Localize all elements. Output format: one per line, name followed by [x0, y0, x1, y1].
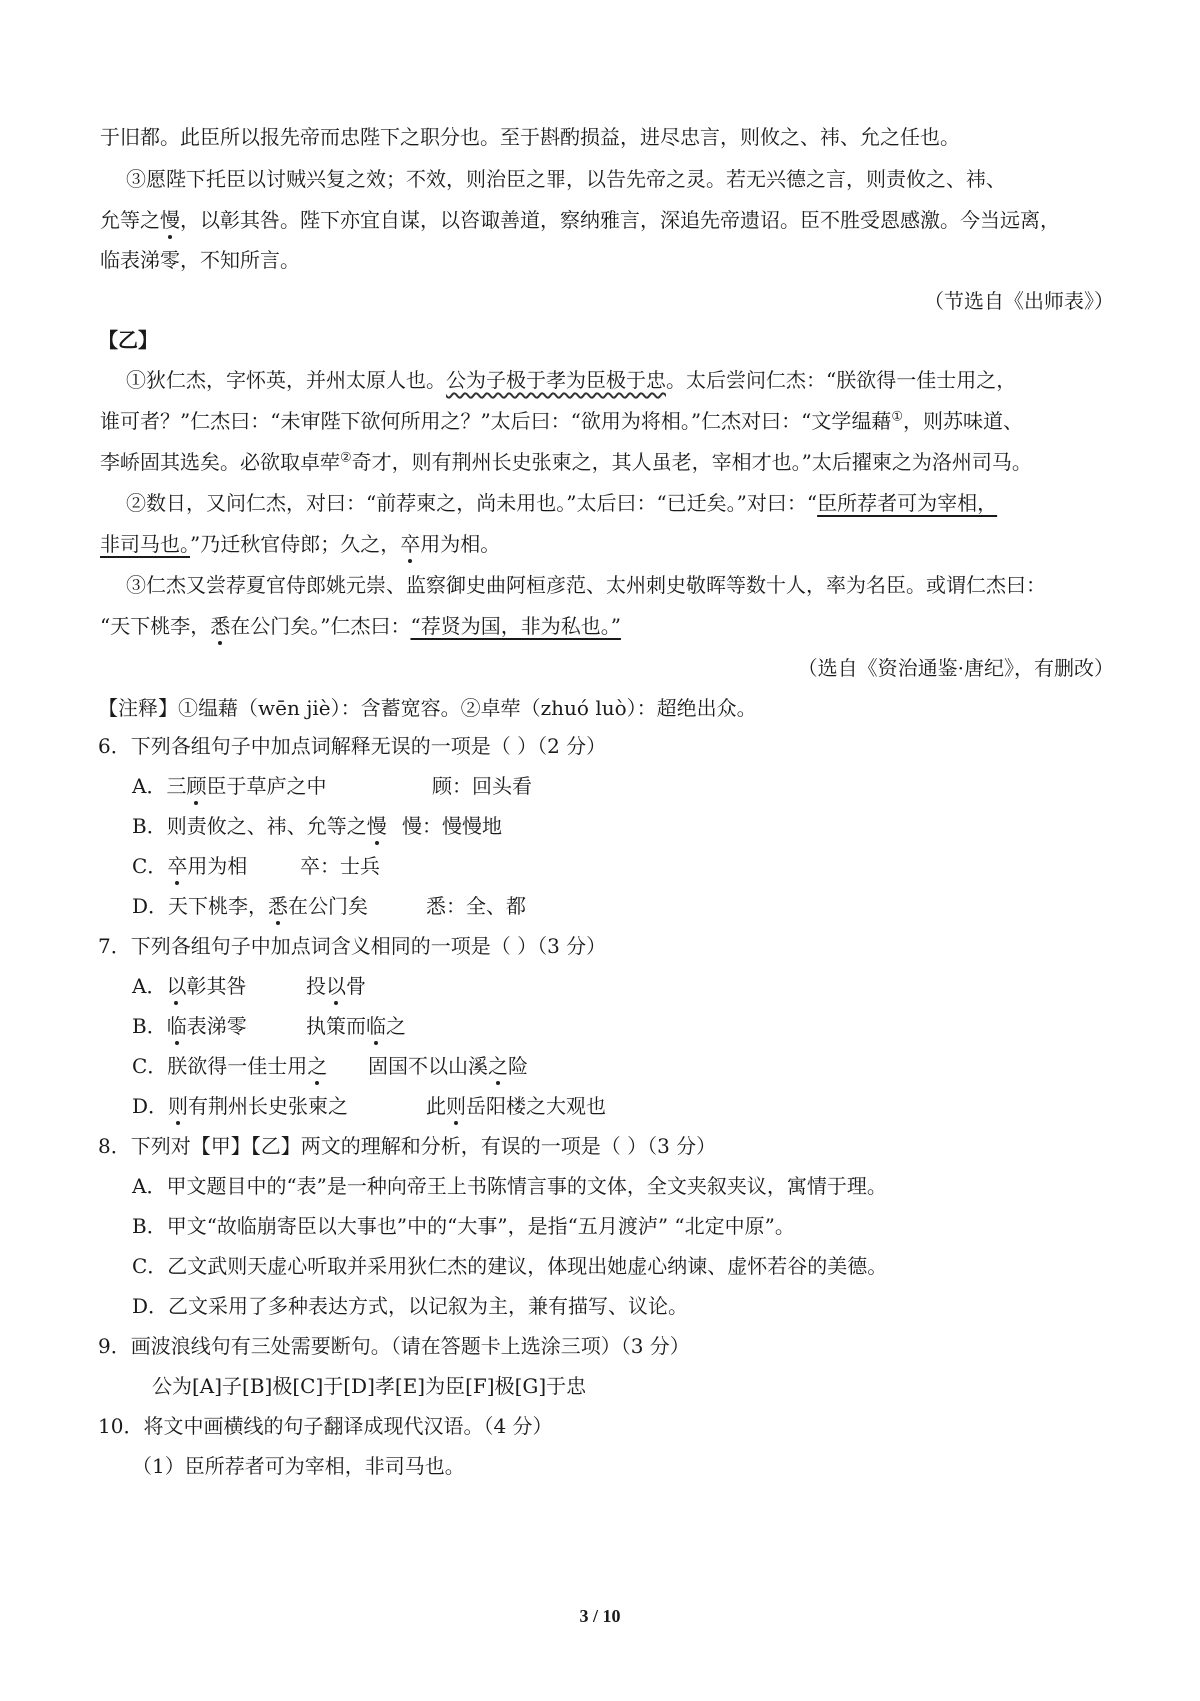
question-6-stem: 6．下列各组句子中加点词解释无误的一项是（ ）（2 分）	[98, 734, 607, 758]
question-6-option-d-explanation: 悉：全、都	[426, 894, 526, 918]
question-8-option-c: C．乙文武则天虚心听取并采用狄仁杰的建议，体现出她虚心纳谏、虚怀若谷的美德。	[132, 1254, 888, 1278]
underlined-sentence-2: “荐贤为国，非为私也。”	[410, 614, 621, 638]
question-9-sentence: 公为[A]子[B]极[C]于[D]孝[E]为臣[F]极[G]于忠	[152, 1374, 587, 1398]
question-10-stem: 10．将文中画横线的句子翻译成现代汉语。（4 分）	[98, 1414, 553, 1438]
question-6-option-d: D．天下桃李，悉在公门矣	[132, 894, 369, 918]
question-9-stem: 9．画波浪线句有三处需要断句。（请在答题卡上选涂三项）（3 分）	[98, 1334, 690, 1358]
jia-para3-line2: 允等之慢，以彰其咎。陛下亦宜自谋，以咨诹善道，察纳雅言，深追先帝遗诏。臣不胜受恩感激。今当远离，	[100, 208, 1060, 232]
yi-para3-line1: ③仁杰又尝荐夏官侍郎姚元崇、监察御史曲阿桓彦范、太州刺史敬晖等数十人，率为名臣。或谓仁杰曰：	[126, 573, 1046, 597]
question-7-option-b-left: B．临表涕零	[132, 1014, 247, 1038]
jia-para3-line1: ③愿陛下托臣以讨贼兴复之效；不效，则治臣之罪，以告先帝之灵。若无兴德之言，则责攸之、祎、	[126, 167, 1006, 191]
yi-para2-line2: 非司马也。”乃迁秋官侍郎；久之，卒用为相。	[100, 532, 501, 556]
question-7-stem: 7．下列各组句子中加点词含义相同的一项是（ ）（3 分）	[98, 934, 607, 958]
jia-source: （节选自《出师表》）	[924, 289, 1114, 313]
question-8-option-a: A．甲文题目中的“表”是一种向帝王上书陈情言事的文体，全文夹叙夹议，寓情于理。	[132, 1174, 887, 1198]
emphasis-dot-word: 慢	[160, 208, 180, 232]
page-number: 3 / 10	[579, 1606, 621, 1626]
question-7-option-c-right: 固国不以山溪之险	[368, 1054, 528, 1078]
question-6-option-a-explanation: 顾：回头看	[432, 774, 532, 798]
question-6-option-b: B．则责攸之、祎、允等之慢	[132, 814, 387, 838]
underlined-sentence: 臣所荐者可为宰相，	[817, 491, 998, 515]
question-8-stem: 8．下列对【甲】【乙】两文的理解和分析，有误的一项是（ ）（3 分）	[98, 1134, 717, 1158]
question-8-option-b: B．甲文“故临崩寄臣以大事也”中的“大事”，是指“五月渡泸” “北定中原”。	[132, 1214, 795, 1238]
jia-para1-line: 于旧都。此臣所以报先帝而忠陛下之职分也。至于斟酌损益，进尽忠言，则攸之、祎、允之任也。	[100, 125, 960, 149]
question-6-option-c-explanation: 卒：士兵	[300, 854, 380, 878]
yi-para3-line2: “天下桃李，悉在公门矣。”仁杰曰：“荐贤为国，非为私也。”	[100, 614, 621, 638]
question-6-option-a: A．三顾臣于草庐之中	[132, 774, 327, 798]
question-7-option-b-right: 执策而临之	[306, 1014, 406, 1038]
question-6-option-b-explanation: 慢：慢慢地	[402, 814, 502, 838]
wavy-underlined-sentence: 公为子极于孝为臣极于忠	[446, 368, 666, 392]
question-6-option-c: C．卒用为相	[132, 854, 248, 878]
question-7-option-d-left: D．则有荆州长史张柬之	[132, 1094, 349, 1118]
question-7-option-a-right: 投以骨	[306, 974, 366, 998]
yi-heading: 【乙】	[98, 328, 158, 352]
yi-para1-line1: ①狄仁杰，字怀英，并州太原人也。公为子极于孝为臣极于忠。太后尝问仁杰：“朕欲得一佳士用之，	[126, 368, 1017, 392]
annotation-notes: 【注释】①缊藉（wēn jiè）：含蓄宽容。②卓荦（zhuó luò）：超绝出众。	[98, 696, 757, 720]
question-7-option-a-left: A．以彰其咎	[132, 974, 247, 998]
question-10-item-1: （1）臣所荐者可为宰相，非司马也。	[132, 1454, 465, 1478]
yi-source: （选自《资治通鉴·唐纪》，有删改）	[797, 656, 1114, 680]
yi-para2-line1: ②数日，又问仁杰，对曰：“前荐柬之，尚未用也。”太后曰：“已迁矣。”对曰：“臣所荐者可为宰相，	[126, 491, 998, 515]
question-7-option-d-right: 此则岳阳楼之大观也	[426, 1094, 606, 1118]
yi-para1-line3: 李峤固其选矣。必欲取卓荦②奇才，则有荆州长史张柬之，其人虽老，宰相才也。”太后擢柬之为洛州司马。	[100, 450, 1032, 474]
question-8-option-d: D．乙文采用了多种表达方式，以记叙为主，兼有描写、议论。	[132, 1294, 689, 1318]
emphasis-dot-word: 悉	[210, 614, 231, 638]
question-7-option-c-left: C．朕欲得一佳士用之	[132, 1054, 328, 1078]
yi-para1-line2: 谁可者？”仁杰曰：“未审陛下欲何所用之？”太后曰：“欲用为将相。”仁杰对曰：“文学缊藉①，则苏味道、	[100, 409, 1024, 433]
emphasis-dot-word: 卒	[400, 532, 421, 556]
jia-para3-line3: 临表涕零，不知所言。	[100, 248, 300, 272]
underlined-sentence-end: 非司马也。	[100, 532, 190, 556]
